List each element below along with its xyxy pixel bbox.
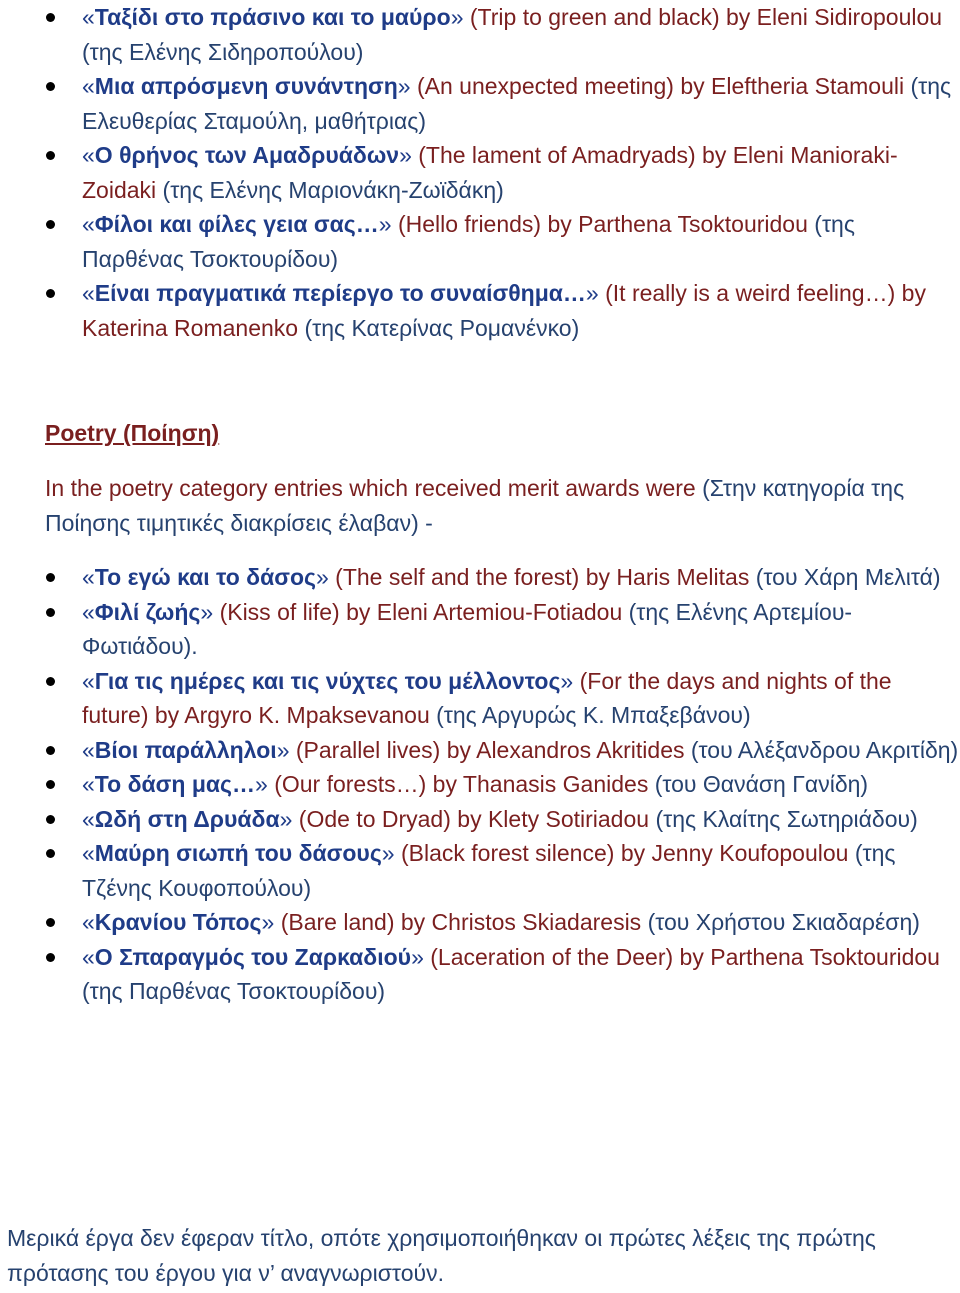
open-quote: « [82, 805, 95, 832]
list-item [0, 836, 960, 905]
work-greek-credit: (του Χάρη Μελιτά) [755, 564, 941, 590]
poetry-intro-greek: (Στην κατηγορία της Ποίησης τιμητικές διακρίσεις έλαβαν) - [45, 475, 905, 536]
open-quote: « [82, 73, 95, 99]
work-title: Για τις ημέρες και τις νύχτες του μέλλοντος [94, 667, 561, 694]
work-title: Το εγώ και το δάσος [94, 564, 316, 590]
work-greek-credit: (της Παρθένας Τσοκτουρίδου) [82, 211, 855, 272]
list-item [0, 905, 960, 940]
poetry-intro [45, 471, 955, 540]
list-item [0, 69, 960, 138]
work-english-credit: (Our forests…) by Thanasis Ganides [274, 771, 649, 797]
poetry-heading: Poetry (Ποίηση) [45, 420, 220, 446]
work-english-credit: (Laceration of the Deer) by Parthena Tsoktouridou [430, 943, 940, 970]
close-quote: » [261, 909, 281, 935]
work-english-credit: (Ode to Dryad) by Klety Sotiriadou [298, 805, 650, 832]
open-quote: « [82, 142, 95, 168]
list-item [0, 138, 960, 207]
close-quote: » [560, 667, 580, 694]
close-quote: » [585, 280, 606, 306]
open-quote: « [82, 211, 95, 237]
bullet-icon [46, 780, 55, 789]
open-quote: « [82, 598, 95, 625]
prose-award-list [0, 0, 960, 345]
work-title: Το δάση μας… [94, 771, 256, 797]
work-greek-credit: (του Χρήστου Σκιαδαρέση) [647, 909, 920, 935]
bullet-icon [46, 677, 55, 686]
work-english-credit: (Trip to green and black) by Eleni Sidiropoulou [469, 4, 943, 30]
poetry-intro-english: In the poetry category entries which received merit awards were [45, 475, 696, 501]
list-item [0, 207, 960, 276]
poetry-award-list [0, 560, 960, 1009]
close-quote: » [315, 564, 336, 590]
bullet-icon [46, 289, 55, 298]
close-quote: » [450, 4, 470, 30]
open-quote: « [82, 771, 95, 797]
work-english-credit: (It really is a weird feeling…) by Katerina Romanenko [82, 280, 926, 341]
work-title: Φιλί ζωής [94, 598, 201, 625]
close-quote: » [378, 211, 398, 237]
bullet-icon [46, 608, 55, 617]
bullet-icon [46, 573, 55, 582]
list-item [0, 733, 960, 768]
list-item [0, 940, 960, 1009]
bullet-icon [46, 746, 55, 755]
close-quote: » [200, 598, 220, 625]
bullet-icon [46, 918, 55, 927]
work-greek-credit: (της Ελευθερίας Σταμούλη, μαθήτριας) [82, 73, 952, 134]
list-item [0, 276, 960, 345]
bullet-icon [46, 151, 55, 160]
bullet-icon [46, 849, 55, 858]
work-greek-credit: (της Κατερίνας Ρομανένκο) [304, 314, 580, 341]
work-title: Ο Σπαραγμός του Ζαρκαδιού [94, 943, 412, 970]
open-quote: « [82, 280, 95, 306]
work-english-credit: (The lament of Amadryads) by Eleni Manioraki-Zoidaki [82, 142, 898, 203]
close-quote: » [255, 771, 275, 797]
work-greek-credit: (της Ελένης Μαριονάκη-Ζωϊδάκη) [162, 176, 504, 203]
work-title: Βίοι παράλληλοι [94, 736, 277, 763]
untitled-works-footnote: Μερικά έργα δεν έφεραν τίτλο, οπότε χρησιμοποιήθηκαν οι πρώτες λέξεις της πρώτης πρότασης του έργου για ν’ αναγνωριστούν. [7, 1225, 876, 1286]
open-quote: « [82, 667, 95, 694]
work-greek-credit: (της Αργυρώς Κ. Μπαξεβάνου) [436, 702, 751, 728]
work-english-credit: (The self and the forest) by Haris Melitas [335, 564, 750, 590]
open-quote: « [82, 564, 95, 590]
work-greek-credit: (της Παρθένας Τσοκτουρίδου) [82, 978, 386, 1004]
bullet-icon [46, 13, 55, 22]
bullet-icon [46, 220, 55, 229]
list-item [0, 595, 960, 664]
bullet-icon [46, 82, 55, 91]
work-english-credit: (For the days and nights of the future) by Argyro K. Mpaksevanou [82, 667, 892, 728]
work-title: Φίλοι και φίλες γεια σας… [94, 211, 379, 237]
close-quote: » [279, 805, 299, 832]
open-quote: « [82, 4, 95, 30]
list-item [0, 664, 960, 733]
work-title: Ωδή στη Δρυάδα [94, 805, 280, 832]
close-quote: » [276, 736, 296, 763]
open-quote: « [82, 736, 95, 763]
close-quote: » [397, 73, 417, 99]
close-quote: » [399, 142, 419, 168]
work-title: Ταξίδι στο πράσινο και το μαύρο [94, 4, 451, 30]
work-title: Μαύρη σιωπή του δάσους [94, 840, 382, 866]
bullet-icon [46, 815, 55, 824]
list-item [0, 767, 960, 802]
work-english-credit: (An unexpected meeting) by Eleftheria Stamouli [416, 73, 905, 99]
work-title: Μια απρόσμενη συνάντηση [94, 73, 398, 99]
work-greek-credit: (της Τζένης Κουφοπούλου) [82, 840, 896, 901]
work-title: Είναι πραγματικά περίεργο το συναίσθημα… [94, 280, 586, 306]
open-quote: « [82, 943, 95, 970]
work-title: Κρανίου Τόπος [94, 909, 262, 935]
work-greek-credit: (της Κλαίτης Σωτηριάδου) [655, 805, 918, 832]
open-quote: « [82, 840, 95, 866]
close-quote: » [411, 943, 431, 970]
work-title: Ο θρήνος των Αμαδρυάδων [94, 142, 400, 168]
list-item [0, 560, 960, 595]
open-quote: « [82, 909, 95, 935]
work-english-credit: (Kiss of life) by Eleni Artemiou-Fotiadou [219, 598, 623, 625]
work-english-credit: (Hello friends) by Parthena Tsoktouridou [397, 211, 808, 237]
work-english-credit: (Bare land) by Christos Skiadaresis [280, 909, 642, 935]
work-greek-credit: (της Ελένης Αρτεμίου-Φωτιάδου). [82, 598, 853, 659]
work-greek-credit: (του Θανάση Γανίδη) [654, 771, 869, 797]
work-english-credit: (Black forest silence) by Jenny Koufopoulou [400, 840, 849, 866]
work-greek-credit: (του Αλέξανδρου Ακριτίδη) [690, 736, 959, 763]
bullet-icon [46, 953, 55, 962]
work-english-credit: (Parallel lives) by Alexandros Akritides [295, 736, 685, 763]
list-item [0, 0, 960, 69]
list-item [0, 802, 960, 837]
close-quote: » [381, 840, 401, 866]
work-greek-credit: (της Ελένης Σιδηροπούλου) [82, 38, 364, 65]
